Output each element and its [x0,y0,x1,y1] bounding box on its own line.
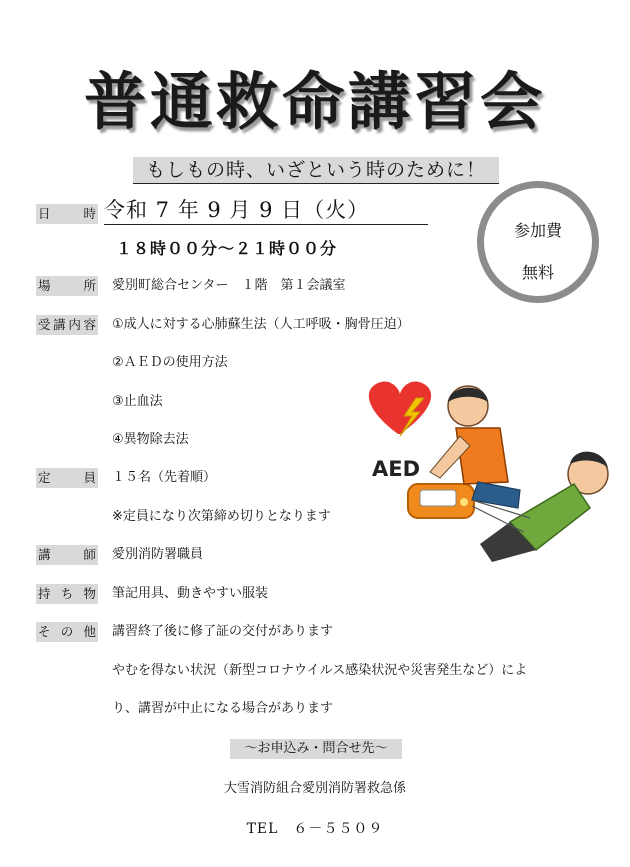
contact-phone: TEL ６－５５０９ [246,821,384,837]
contact-organization: 大雪消防組合愛別消防署救急係 [223,781,406,796]
capacity-label: 定員 [36,468,98,488]
other-line: り、講習が中止になる場合があります [112,701,334,716]
schedule-label: 日時 [36,204,98,224]
capacity-note: ※定員になり次第締め切りとなります [112,509,331,524]
fee-label: 参加費 [513,221,562,240]
heart-icon [369,381,431,434]
event-time: １８時００分～２１時００分 [116,239,338,258]
other-line: やむを得ない状況（新型コロナウイルス感染状況や災害発生など）によ [112,663,528,678]
subtitle-banner: もしもの時、いざという時のために！ [133,157,499,184]
fee-value: 無料 [521,263,554,282]
instructor-label: 講師 [36,545,98,565]
instructor-text: 愛別消防署職員 [112,547,204,562]
fee-badge [477,181,599,303]
other-label: その他 [36,622,98,642]
content-item: ③止血法 [112,394,163,409]
venue-text: 愛別町総合センター １階 第１会議室 [112,278,346,293]
aed-label: AED [372,457,421,481]
content-item: ①成人に対する心肺蘇生法（人工呼吸・胸骨圧迫） [112,317,410,332]
other-line: 講習終了後に修了証の交付があります [112,624,334,639]
page-title: 普通救命講習会 [83,65,546,138]
capacity-text: １５名（先着順） [112,470,217,485]
cpr-aed-illustration [360,372,618,572]
belongings-label: 持ち物 [36,584,98,604]
contact-heading: ～お申込み・問合せ先～ [230,739,402,759]
event-date: 令和 7 年 9 月 9 日（火） [104,196,428,225]
content-label: 受講内容 [36,315,98,335]
aed-device [408,484,474,518]
belongings-text: 筆記用具、動きやすい服装 [112,586,269,601]
content-item: ④異物除去法 [112,432,189,447]
venue-label: 場所 [36,276,98,296]
content-item: ②ＡＥＤの使用方法 [112,355,228,370]
